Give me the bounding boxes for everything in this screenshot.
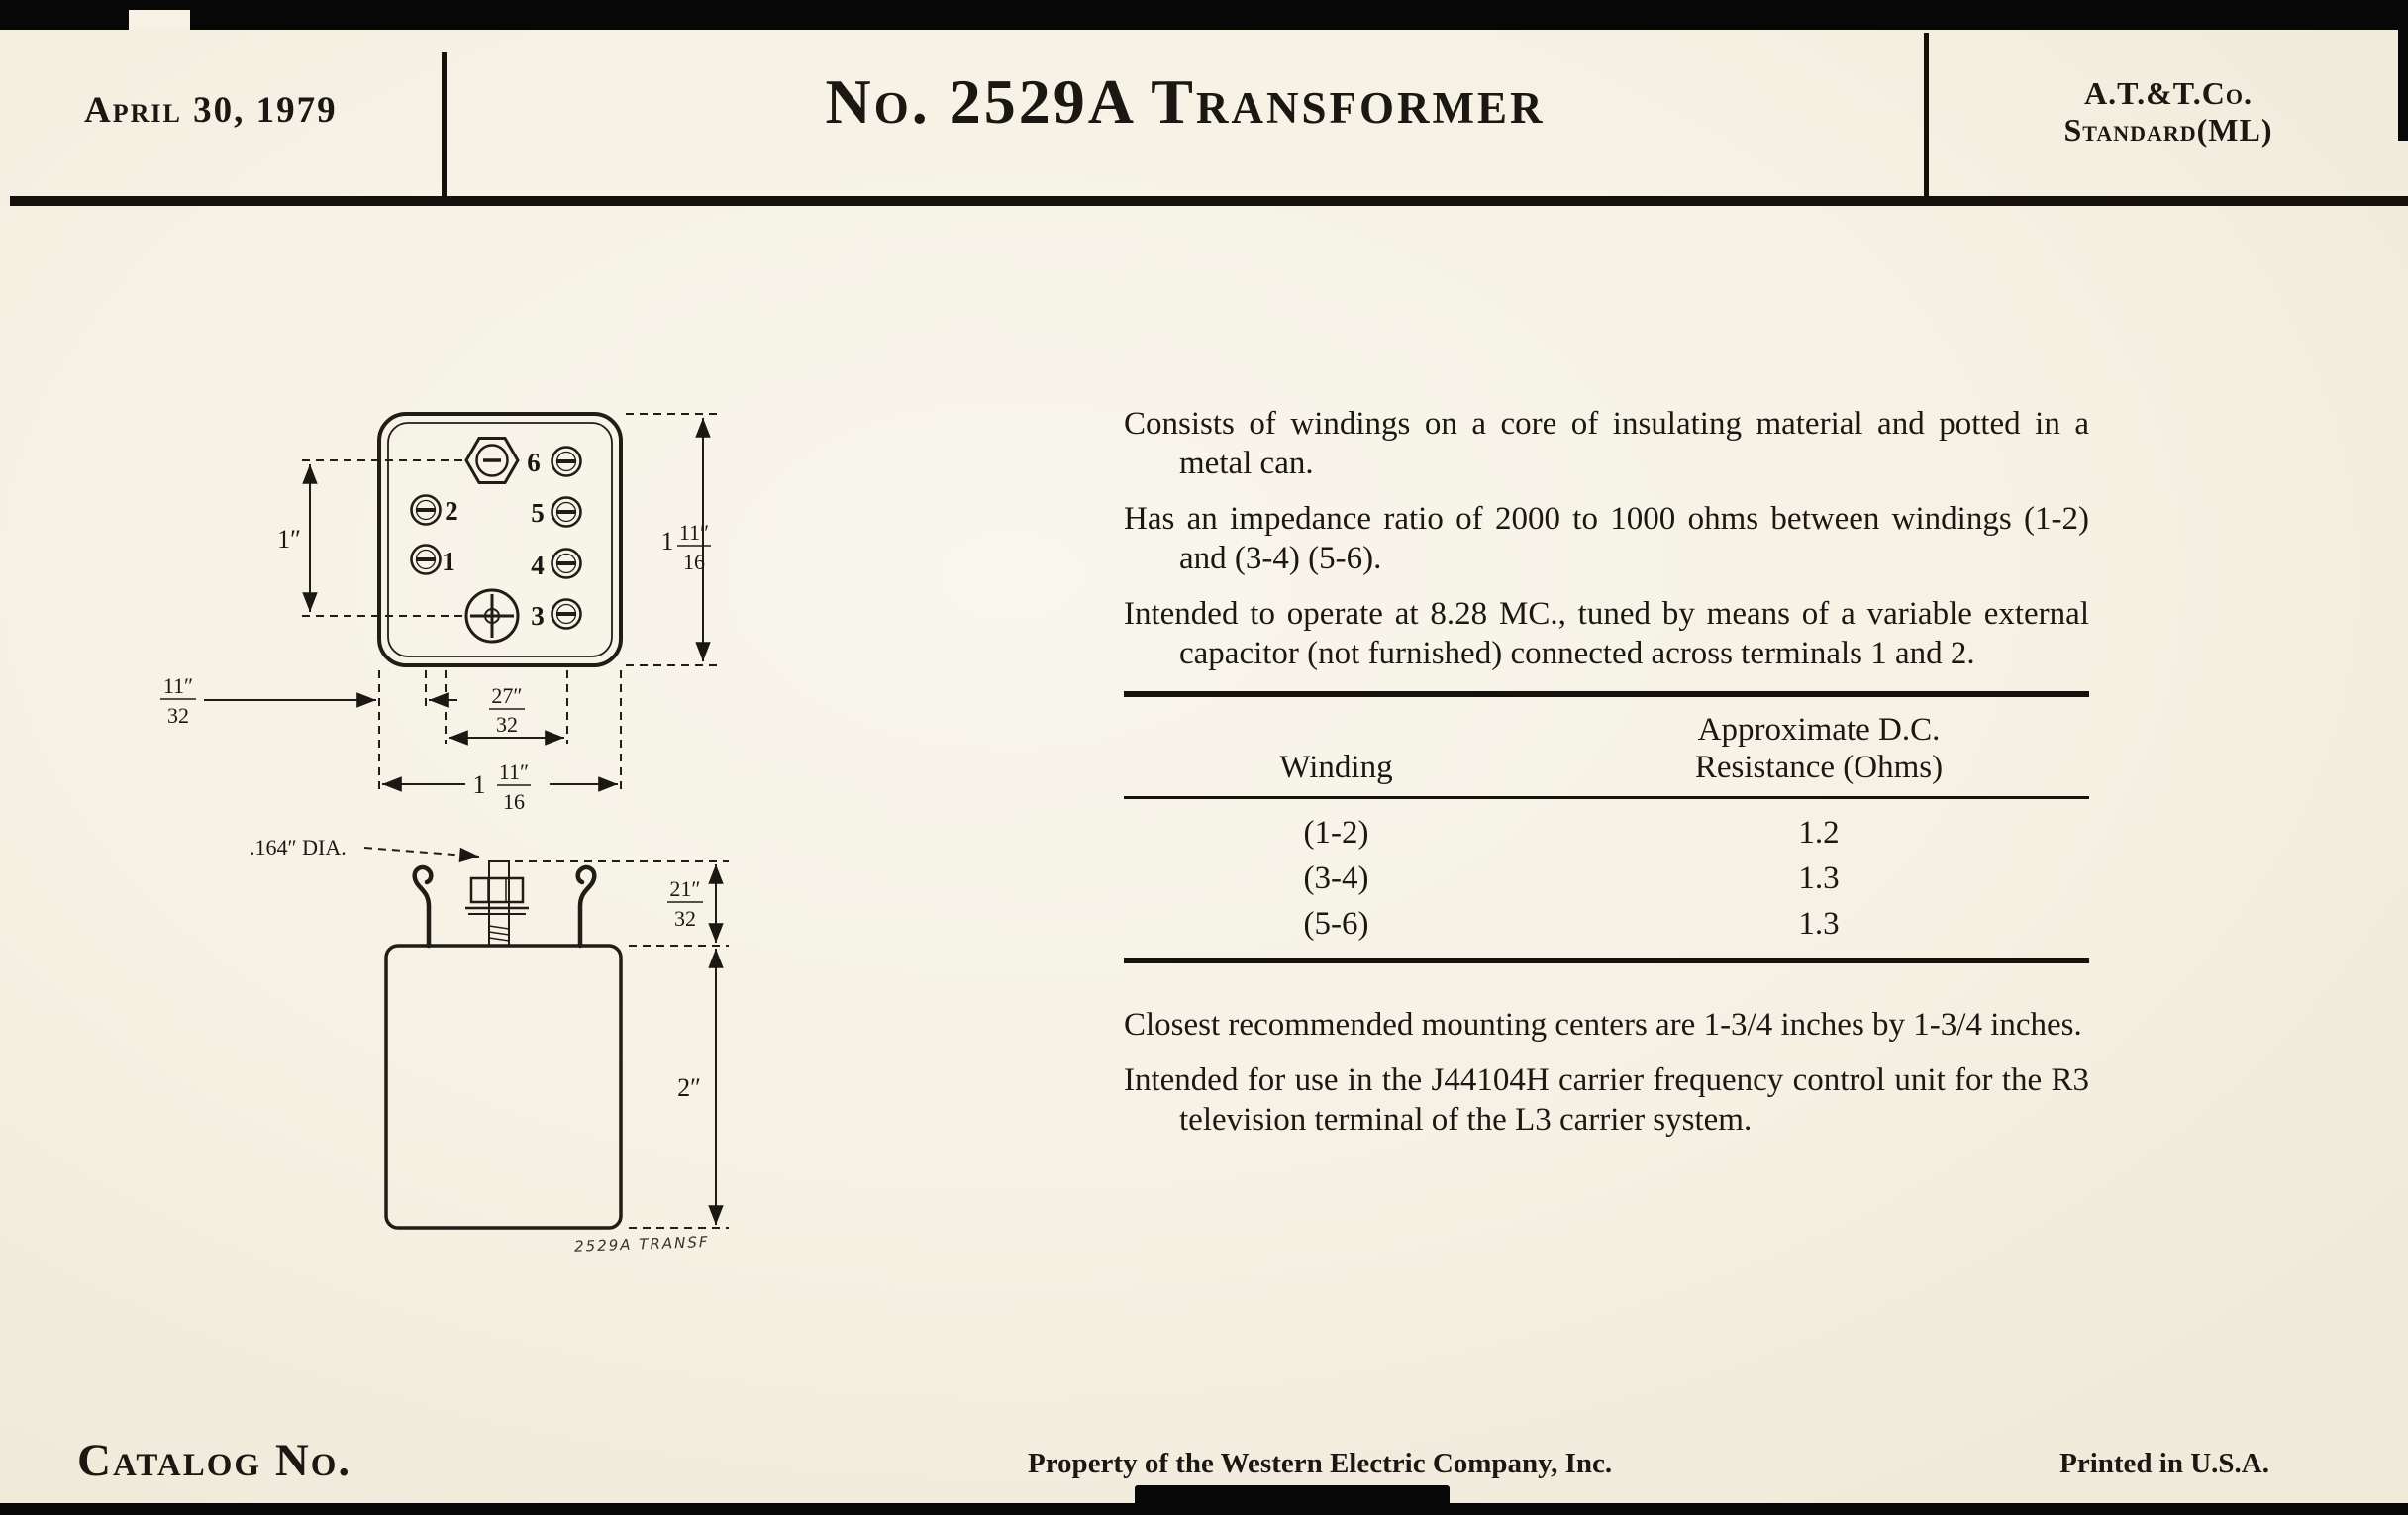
dim-terminal-spacing-num: 27″ xyxy=(491,683,523,708)
col-header-resistance-line2: Resistance (Ohms) xyxy=(1694,750,1944,785)
drawing-caption: 2529A TRANSF xyxy=(573,1233,710,1256)
dim-width-num: 11″ xyxy=(498,759,530,784)
col-header-resistance xyxy=(1549,694,2089,798)
table-row xyxy=(1124,856,2089,901)
dim-edge-offset-num: 11″ xyxy=(162,673,194,698)
terminal-6 xyxy=(552,448,581,476)
terminal-label-1: 1 xyxy=(442,547,455,576)
resistance-cell: 1.2 xyxy=(1798,815,1840,851)
terminal-5 xyxy=(552,498,581,527)
issue-date: April 30, 1979 xyxy=(84,90,338,131)
header-divider-right xyxy=(1924,33,1929,203)
dim-edge-offset-den: 32 xyxy=(167,703,189,728)
terminal-label-2: 2 xyxy=(445,496,458,526)
table-row xyxy=(1124,798,2089,857)
dim-terminal-spacing-den: 32 xyxy=(496,712,518,737)
spec-note-2: Intended for use in the J44104H carrier frequency control unit for the R3 television terminal of the L3 carrier system. xyxy=(1124,1062,2089,1138)
terminal-3 xyxy=(552,600,581,629)
scan-edge-right xyxy=(2398,0,2408,141)
threaded-stud xyxy=(465,861,529,946)
col-header-resistance-line1: Approximate D.C. xyxy=(1697,712,1941,748)
winding-cell: (5-6) xyxy=(1303,906,1369,942)
dimension-lines-side-view xyxy=(364,848,729,1228)
solder-lug-left xyxy=(415,867,432,946)
metal-can xyxy=(386,946,621,1228)
printed-in-usa: Printed in U.S.A. xyxy=(2059,1448,2269,1479)
terminal-label-4: 4 xyxy=(531,551,545,580)
dim-height-whole: 1 xyxy=(660,527,674,556)
dim-stud-height-den: 32 xyxy=(674,906,696,931)
dimension-lines-top-view xyxy=(204,414,717,790)
resistance-table xyxy=(1124,691,2089,963)
scan-edge-bottom xyxy=(0,1503,2408,1515)
solder-lug-right xyxy=(578,867,595,946)
terminal-label-3: 3 xyxy=(531,601,545,631)
scan-edge-top xyxy=(0,0,2408,30)
dim-can-height: 2″ xyxy=(677,1073,701,1102)
terminal-1 xyxy=(412,546,441,574)
mounting-screw-bottom xyxy=(466,590,518,642)
dim-stud-diameter: .164″ DIA. xyxy=(250,835,347,859)
terminal-4 xyxy=(552,550,581,578)
spec-note-1: Closest recommended mounting centers are 1-3/4 inches by 1-3/4 inches. xyxy=(1124,1007,2082,1043)
dim-width-den: 16 xyxy=(503,789,525,814)
top-view xyxy=(379,414,621,665)
side-view xyxy=(386,861,621,1228)
terminal-label-6: 6 xyxy=(527,448,541,477)
dim-height-num: 11″ xyxy=(678,520,710,545)
mounting-screw-top xyxy=(466,439,518,483)
page-title: No. 2529A Transformer xyxy=(825,66,1546,137)
spec-paragraph-1: Consists of windings on a core of insulating material and potted in a metal can. xyxy=(1124,406,2089,481)
table-header-row xyxy=(1124,694,2089,798)
catalog-number-label: Catalog No. xyxy=(77,1435,352,1486)
property-notice: Property of the Western Electric Company, Inc. xyxy=(1028,1448,1613,1479)
terminal-label-5: 5 xyxy=(531,498,545,528)
org-line-1: A.T.&T.Co. xyxy=(2084,75,2253,111)
spec-paragraph-2: Has an impedance ratio of 2000 to 1000 ohms between windings (1-2) and (3-4) (5-6). xyxy=(1124,501,2089,576)
spec-paragraph-3: Intended to operate at 8.28 MC., tuned by means of a variable external capacitor (not furnished) connected across terminals 1 and 2. xyxy=(1124,596,2089,671)
org-line-2: Standard(ML) xyxy=(2063,112,2273,148)
col-header-winding: Winding xyxy=(1124,694,1549,798)
scan-notch xyxy=(129,10,190,30)
transformer-drawing xyxy=(139,391,772,1262)
terminal-2 xyxy=(412,496,441,525)
header-rule xyxy=(10,196,2408,206)
resistance-cell: 1.3 xyxy=(1798,860,1840,896)
winding-cell: (3-4) xyxy=(1303,860,1369,896)
dim-width-whole: 1 xyxy=(472,770,486,799)
resistance-cell: 1.3 xyxy=(1798,906,1840,942)
dim-screw-spacing: 1″ xyxy=(277,525,301,554)
winding-cell: (1-2) xyxy=(1303,815,1369,851)
dim-stud-height-num: 21″ xyxy=(669,876,701,901)
table-row xyxy=(1124,901,2089,960)
organization-stamp xyxy=(1965,75,2371,149)
dim-height-den: 16 xyxy=(683,550,705,574)
specification-text xyxy=(1124,404,2089,1156)
